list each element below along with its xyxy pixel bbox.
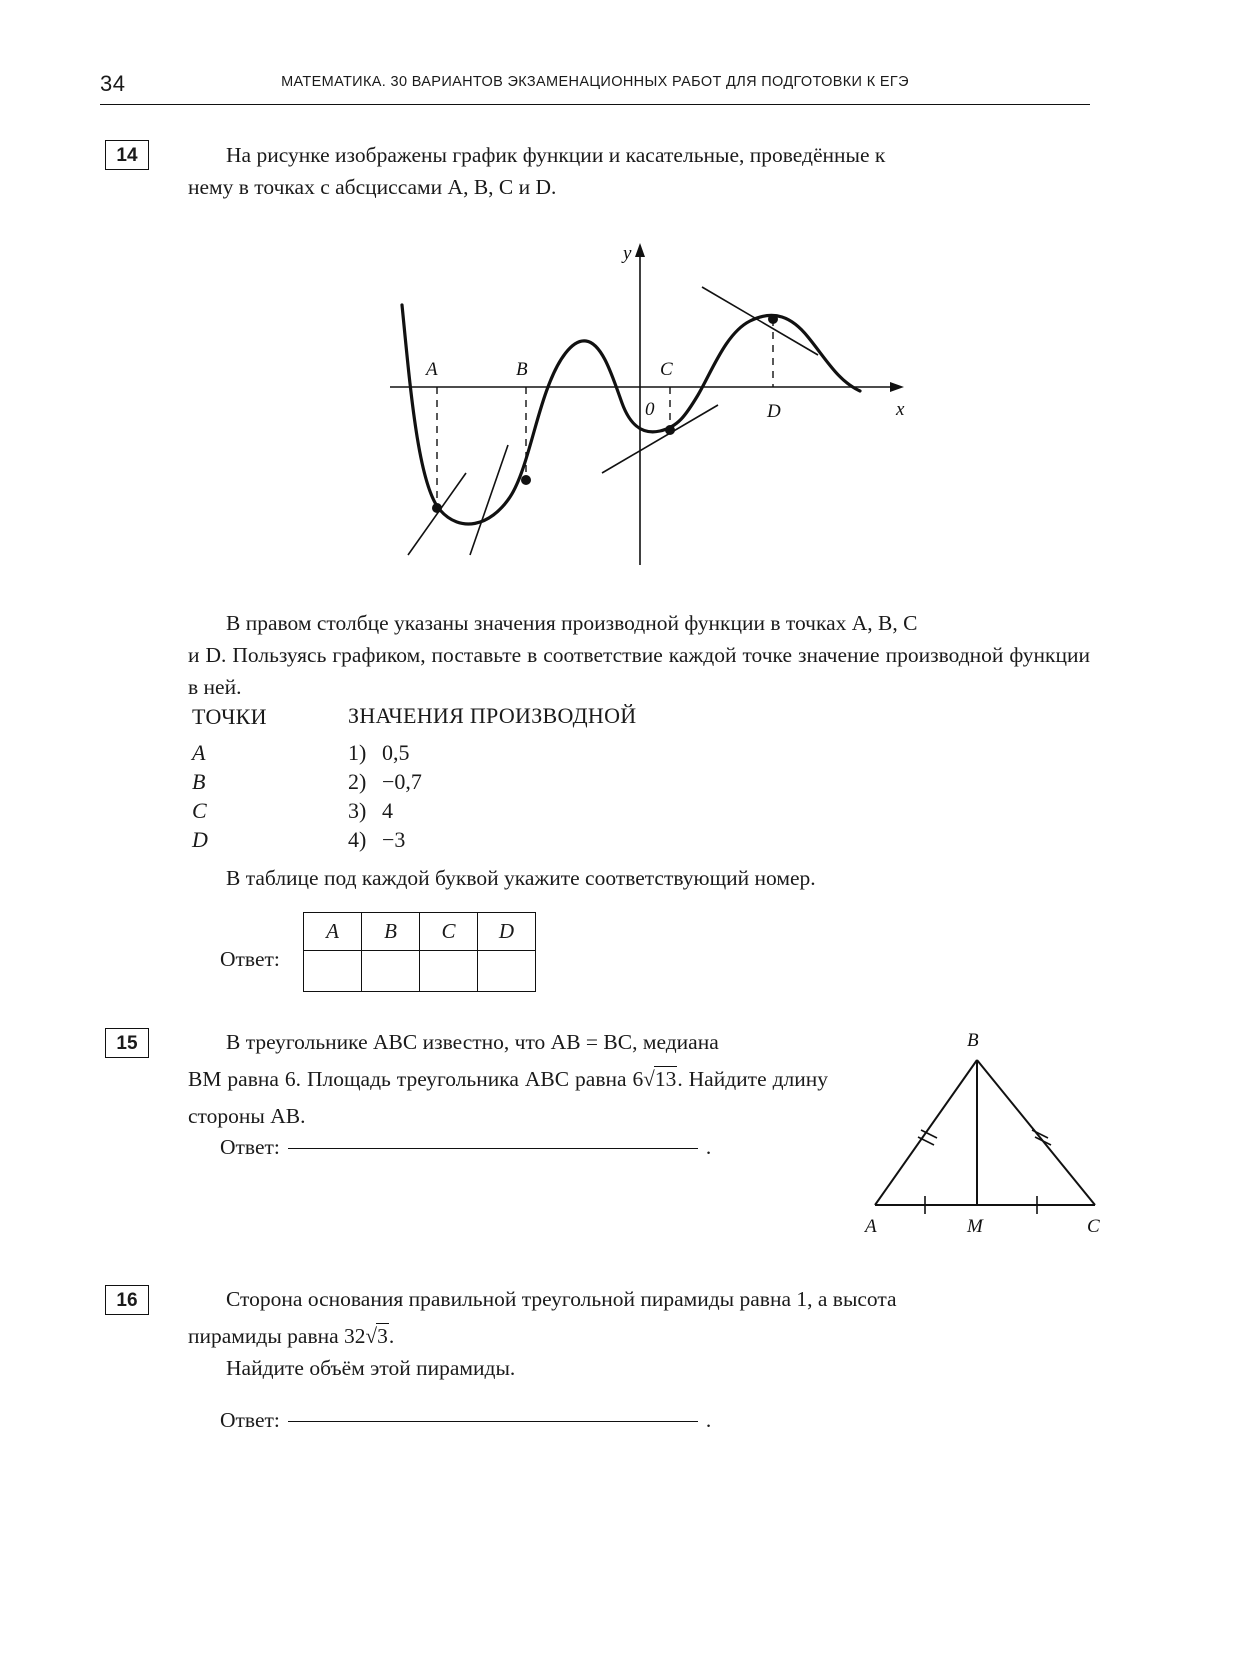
task-14-statement-line1: На рисунке изображены график функции и касательные, проведённые к: [226, 143, 886, 167]
graph-label-a: A: [426, 359, 438, 380]
task-15-line3: Найдите длину стороны AB.: [188, 1067, 829, 1128]
list-item: B: [192, 769, 206, 794]
answer-label: Ответ:: [220, 1135, 280, 1159]
task-14-answer-label: Ответ:: [220, 947, 280, 971]
point-a-marker: [432, 503, 442, 513]
list-item: D: [192, 827, 208, 852]
square-root-expression: [643, 1067, 677, 1091]
task-14-statement-b: [188, 607, 1090, 703]
radicand: 3: [377, 1324, 388, 1348]
running-title: МАТЕМАТИКА. 30 ВАРИАНТОВ ЭКЗАМЕНАЦИОННЫХ РАБОТ ДЛЯ ПОДГОТОВКИ К ЕГЭ: [281, 74, 909, 90]
answer-cell[interactable]: [362, 951, 420, 992]
y-axis-arrow: [635, 243, 645, 257]
answer-period: .: [705, 1135, 712, 1159]
tangent-line-a: [408, 473, 466, 555]
task-16-line2-b: .: [388, 1324, 395, 1348]
task-15-answer-line: [220, 1135, 711, 1160]
task-16-answer-line: [220, 1408, 711, 1433]
triangle-label-m: M: [967, 1216, 983, 1237]
value-index: 3): [348, 798, 367, 823]
value-index: 4): [348, 827, 367, 852]
point-c-marker: [665, 425, 675, 435]
graph-label-d: D: [767, 401, 781, 422]
graph-label-b: B: [516, 359, 528, 380]
tangent-line-d: [702, 287, 818, 355]
answer-period: .: [705, 1408, 712, 1432]
function-curve: [402, 305, 860, 524]
function-graph-svg: [330, 235, 950, 585]
value-text: 4: [382, 798, 393, 823]
list-item: [348, 738, 422, 767]
task-16-coefficient: 32: [344, 1324, 366, 1348]
square-root-expression: [366, 1324, 389, 1348]
task-14-statement-line2: нему в точках с абсциссами A, B, C и D.: [188, 175, 557, 199]
task-16-statement: [188, 1281, 1090, 1355]
radical-sign: √: [643, 1067, 655, 1091]
task-15-statement: [188, 1024, 828, 1135]
graph-label-origin: 0: [645, 399, 655, 420]
answer-cell[interactable]: [304, 951, 362, 992]
triangle-label-c: C: [1087, 1216, 1100, 1237]
table-header-cell: C: [420, 913, 478, 951]
task-14-statement-b-line1: В правом столбце указаны значения производной функции в точках A, B, C: [226, 611, 918, 635]
point-d-marker: [768, 314, 778, 324]
radical-sign: √: [365, 1324, 378, 1348]
value-text: −3: [382, 827, 406, 852]
task-number-15: 15: [105, 1028, 149, 1058]
task-16-line1: Сторона основания правильной треугольной пирамиды равна 1, а высота: [226, 1287, 897, 1311]
tangent-line-b: [470, 445, 508, 555]
list-item: [348, 825, 422, 854]
answer-blank[interactable]: [288, 1421, 698, 1422]
task-16-question: Найдите объём этой пирамиды.: [226, 1356, 516, 1380]
column-header-points: ТОЧКИ: [192, 704, 267, 729]
table-header-cell: A: [304, 913, 362, 951]
triangle-svg: [855, 1020, 1115, 1250]
task-number-16: 16: [105, 1285, 149, 1315]
task-15-line2-a: BM равна 6. Площадь треугольника ABC равна 6: [188, 1067, 644, 1091]
points-list: [192, 738, 208, 854]
list-item: A: [192, 740, 206, 765]
table-header-cell: D: [478, 913, 536, 951]
list-item: C: [192, 798, 207, 823]
tick-bc-1: [1035, 1137, 1051, 1145]
list-item: [348, 796, 422, 825]
value-index: 2): [348, 769, 367, 794]
answer-table: [303, 912, 536, 992]
answer-blank[interactable]: [288, 1148, 698, 1149]
task-14-statement: [188, 139, 1090, 203]
value-text: −0,7: [382, 769, 422, 794]
derivative-graph-figure: [330, 235, 950, 585]
task-14-statement-b-line3: производной функции в ней.: [188, 643, 1091, 699]
graph-label-y: y: [623, 243, 632, 264]
tangent-line-c: [602, 405, 718, 473]
table-header-cell: B: [362, 913, 420, 951]
value-text: 0,5: [382, 740, 410, 765]
page-number: 34: [100, 71, 126, 96]
triangle-label-b: B: [967, 1030, 979, 1051]
table-row: [304, 951, 536, 992]
answer-label: Ответ:: [220, 1408, 280, 1432]
task-15-line1: В треугольнике ABC известно, что AB = BC, медиана: [226, 1030, 719, 1054]
task-number-14: 14: [105, 140, 149, 170]
task-14-statement-b-line2: и D. Пользуясь графиком, поставьте в соответствие каждой точке значение: [188, 643, 880, 667]
page-header: [100, 68, 1090, 102]
graph-label-x: x: [896, 399, 905, 420]
point-b-marker: [521, 475, 531, 485]
column-header-values: ЗНАЧЕНИЯ ПРОИЗВОДНОЙ: [348, 703, 637, 728]
task-14-instruction: В таблице под каждой буквой укажите соответствующий номер.: [226, 866, 816, 890]
value-index: 1): [348, 740, 367, 765]
triangle-figure: [855, 1020, 1115, 1250]
x-axis-arrow: [890, 382, 904, 392]
graph-label-c: C: [660, 359, 673, 380]
values-list: [348, 738, 422, 854]
list-item: [348, 767, 422, 796]
triangle-label-a: A: [865, 1216, 877, 1237]
task-16-line2-a: пирамиды равна: [188, 1324, 339, 1348]
header-divider: [100, 104, 1090, 105]
task-15-line2-b: .: [677, 1067, 683, 1091]
table-row: [304, 913, 536, 951]
answer-cell[interactable]: [478, 951, 536, 992]
answer-cell[interactable]: [420, 951, 478, 992]
radicand: 13: [654, 1067, 677, 1091]
